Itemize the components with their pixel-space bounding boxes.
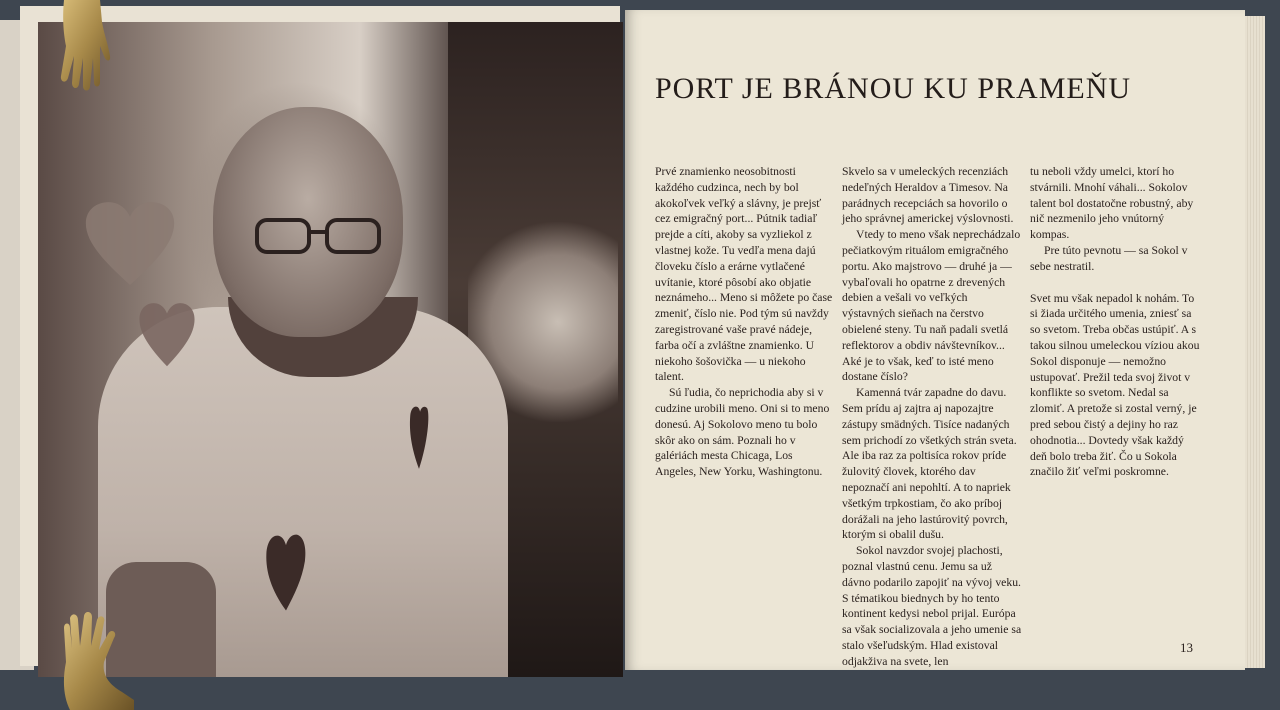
brass-hand-page-holder-top-icon [50,0,114,92]
column2-paragraph-3: Kamenná tvár zapadne do davu. Sem prídu aj zajtra aj napozajtre zástupy smädných. Tisíce nadaných sem prichodí zo všetkých strán sveta. Ale iba raz za poltisíca rokov príde žulovitý človek, ktorého dav nepoznačí ani nepohltí. A to napriek všetkým trpkostiam, čo ako príboj dorážali na jeho lastúrovitý povrch, ktorým si obalil dušu. [842,386,1017,542]
column1-paragraph-2: Sú ľudia, čo neprichodia aby si v cudzine urobili meno. Oni si to meno donesú. Aj Sokolovo meno tu bolo skôr ako on sám. Poznali ho v galériách mesta Chicaga, Los Angeles, New Yorku, Washingtonu. [655,386,830,479]
photo-eyeglasses [253,214,383,256]
column1-paragraph-1: Prvé znamienko neosobitnosti každého cudzinca, nech by bol akokoľvek veľký a slávny, je prejsť cez emigračný port... Pútnik tadiaľ prejde a cíti, akoby sa vyzliekol z vlastnej kože. Tu vedľa mena dajú človeku číslo a erárne vytlačené uvítanie, ktoré pôsobí ako objatie neznámeho... Meno si môžete po čase zmeniť, číslo nie. Pod tým sú navždy zaregistrované vaše pravé nádeje, farba očí a zvláštne znamienko. U niekoho šošovička — u niekoho talent. [655,165,833,384]
portrait-photo [38,22,623,677]
page-edges [1245,16,1265,668]
text-column-2 [842,164,1022,670]
brass-hand-page-holder-bottom-icon [50,612,134,710]
column2-paragraph-1: Skvelo sa v umeleckých recenziách nedeľných Heraldov a Timesov. Na parádnych recepciách sa hovorilo o jeho správnej americkej výslovnosti. [842,165,1014,226]
heart-shape-belly [264,532,308,612]
heart-shape-small [138,302,196,368]
column3-paragraph-2: Pre túto pevnotu — sa Sokol v sebe nestratil. [1030,243,1188,273]
chapter-title: PORT JE BRÁNOU KU PRAMEŇU [655,72,1132,105]
page-number: 13 [1180,640,1193,655]
column3-paragraph-1: tu neboli vždy umelci, ktorí ho stvárnili. Mnohí váhali... Sokolov talent bol dostatočne robustný, aby nič nezmenilo jeho vnútorný kompas. [1030,165,1194,242]
text-column-3 [1030,164,1202,480]
heart-shape-large [84,200,176,288]
heart-shape-chest [408,403,430,471]
column3-paragraph-3: Svet mu však nepadol k nohám. To si žiada určitého umenia, zniesť sa so svetom. Treba občas ustúpiť. A s takou silnou umeleckou víziou akou Sokol disponuje — nemožno ustupovať. Prežil teda svoj život v konflikte so svetom. Nedal sa zlomiť. A pretože si zostal verný, je pred sebou čistý a dejiny ho raz ohodnotia... Dovtedy však každý deň bolo treba žiť. Čo u Sokola značilo žiť veľmi poskromne. [1030,291,1200,479]
column2-paragraph-4: Sokol navzdor svojej plachosti, poznal vlastnú cenu. Jemu sa už dávno podarilo zapojiť na vývoj veku. S tématikou biednych by ho tento kontinent kedysi nebol prijal. Európa sa však socializovala a jeho umenie sa stalo všeľudským. Hlad existoval odjakživa na svete, len [842,544,1022,668]
column2-paragraph-2: Vtedy to meno však neprechádzalo pečiatkovým rituálom emigračného portu. Ako majstrovo — druhé ja — vybaľovali ho opatrne z drevených debien a vešali vo veľkých výstavných sieňach na čerstvo obielené steny. Tu naň padali svetlá reflektorov a obdiv návštevníkov... Aké je to však, keď to isté meno dostane číslo? [842,228,1021,384]
text-column-1 [655,164,835,480]
